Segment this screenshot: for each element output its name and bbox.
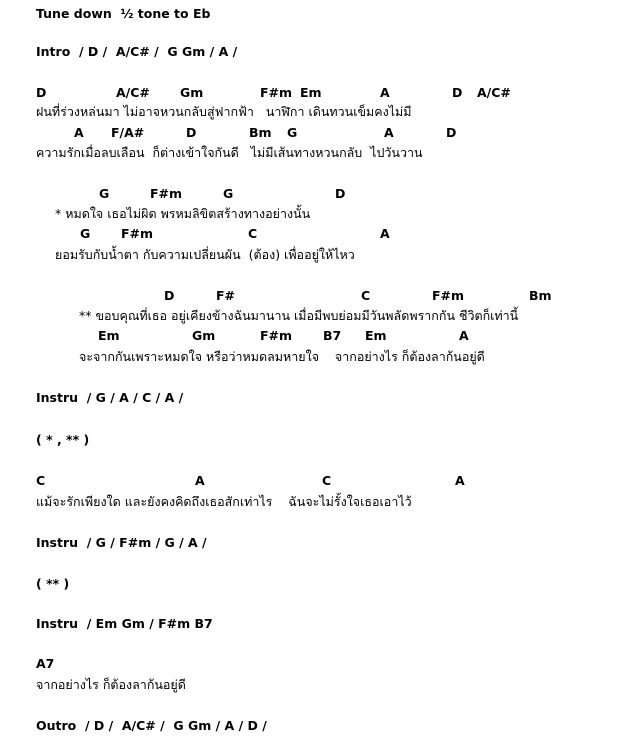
chord: G xyxy=(287,125,298,140)
chord: G xyxy=(80,226,91,241)
repeat-marker-2: ( ** ) xyxy=(36,576,70,591)
chord: A xyxy=(380,226,390,241)
chord: C xyxy=(361,288,371,303)
chord: F#m xyxy=(260,328,293,343)
instru-line-3: Instru / Em Gm / F#m B7 xyxy=(36,616,213,631)
repeat-marker-1: ( * , ** ) xyxy=(36,432,90,447)
chord: A/C# xyxy=(116,85,150,100)
verse-lyric-2: ความรักเมื่อลบเลือน ก็ต่างเข้าใจกันดี ไม่มีเส้นทางหวนกลับ ไปวันวาน xyxy=(36,145,423,160)
chord: F#m xyxy=(150,186,183,201)
chord: A xyxy=(74,125,84,140)
verse-lyric-1: ฝนที่ร่วงหล่นมา ไม่อาจหวนกลับสู่ฟากฟ้า นาฬิกา เดินทวนเข็มคงไม่มี xyxy=(36,104,412,119)
chord: D xyxy=(164,288,175,303)
chorus-lyric-1: ** ขอบคุณที่เธอ อยู่เคียงข้างฉันมานาน เมื่อมีพบย่อมมีวันพลัดพรากกัน ชีวิตก็เท่านี้ xyxy=(79,308,519,323)
chord: C xyxy=(248,226,258,241)
chord: A xyxy=(384,125,394,140)
chord: F/A# xyxy=(111,125,145,140)
chord: B7 xyxy=(323,328,342,343)
chord: A xyxy=(195,473,205,488)
chord: A xyxy=(455,473,465,488)
chord: A xyxy=(459,328,469,343)
chord: F#m xyxy=(260,85,293,100)
chord: C xyxy=(322,473,332,488)
chord: G xyxy=(99,186,110,201)
chord: A xyxy=(380,85,390,100)
chord: Em xyxy=(98,328,120,343)
prechorus-lyric-1: * หมดใจ เธอไม่ผิด พรหมลิขิตสร้างทางอย่างนั้น xyxy=(55,206,311,221)
instru-line-1: Instru / G / A / C / A / xyxy=(36,390,184,405)
chord: C xyxy=(36,473,46,488)
chord: D xyxy=(335,186,346,201)
chord: Gm xyxy=(180,85,204,100)
bridge-lyric: แม้จะรักเพียงใด และยังคงคิดถึงเธอสักเท่าไร ฉันจะไม่รั้งใจเธอเอาไว้ xyxy=(36,494,412,509)
chord: Gm xyxy=(192,328,216,343)
chord: D xyxy=(452,85,463,100)
ending-chord: A7 xyxy=(36,656,55,671)
chord: D xyxy=(186,125,197,140)
chord: F# xyxy=(216,288,236,303)
chord: Em xyxy=(365,328,387,343)
chord: Bm xyxy=(529,288,552,303)
ending-lyric: จากอย่างไร ก็ต้องลาก้นอยู่ดี xyxy=(36,677,186,692)
chord: A/C# xyxy=(477,85,511,100)
prechorus-lyric-2: ยอมรับกับน้ำตา กับความเปลี่ยนผัน (ต้อง) เพื่ออยู่ให้ไหว xyxy=(55,247,355,262)
instru-line-2: Instru / G / F#m / G / A / xyxy=(36,535,207,550)
chord: Bm xyxy=(249,125,272,140)
chord: F#m xyxy=(121,226,154,241)
outro-line: Outro / D / A/C# / G Gm / A / D / xyxy=(36,718,267,733)
chorus-lyric-2: จะจากกันเพราะหมดใจ หรือว่าหมดลมหายใจ จากอย่างไร ก็ต้องลาก้นอยู่ดี xyxy=(79,349,485,364)
tuning-note: Tune down ½ tone to Eb xyxy=(36,6,211,21)
chord: F#m xyxy=(432,288,465,303)
chord: Em xyxy=(300,85,322,100)
chord: D xyxy=(446,125,457,140)
intro-line: Intro / D / A/C# / G Gm / A / xyxy=(36,44,238,59)
chord: D xyxy=(36,85,47,100)
chord: G xyxy=(223,186,234,201)
